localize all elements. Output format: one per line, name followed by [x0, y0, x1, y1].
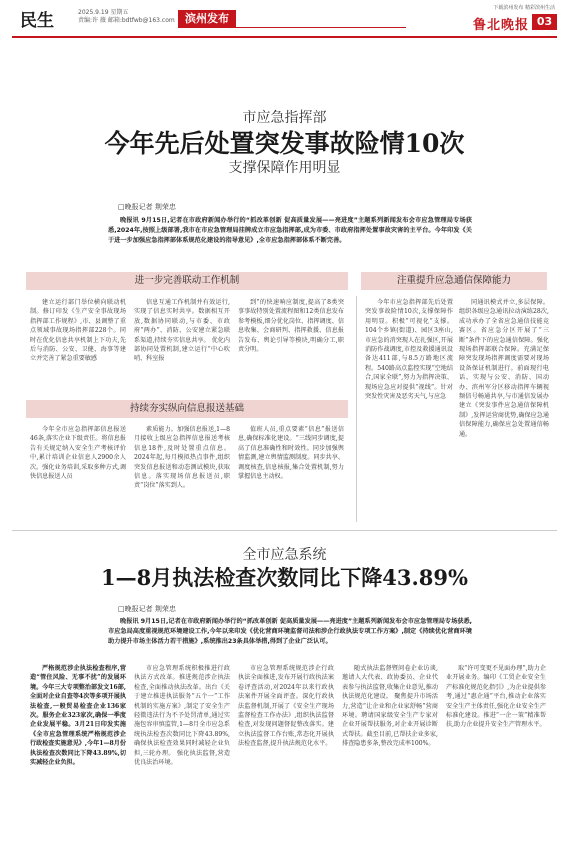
page-number: 03: [532, 14, 557, 30]
story1-column-3: 到”的快速响应制度,提高了8类突事事故特别处置流程图和12类信息发布参考模板,细分优化岗位、指挥调度、信息收集、会商研判、指挥救援、信息报告发布、舆论引导等模块,明确分工,职责分明。: [238, 299, 344, 354]
story1-column-5: 素质能力。加强信息报送,1—8月接收上级应急指挥信息报送考核信息18件,及时处置重点信息。2024年起,每月模拟热点事件,组织突发信息报送和动态测试模块,获取信息。落实现场信息报送员,职责“岗位”落实到人。: [134, 426, 230, 490]
story2-headline: 1—8月执法检查次数同比下降43.89%: [101, 565, 468, 590]
story1-column-1: 建立运行部门举位横向联动机制。修订印发《生产安全事故现场指挥部工作规程》,市、县调整了重点领域事故现场指挥部228个。同时在优化信息共享机制上下功夫,先后与消防、公安、卫健、海事等建立并完善了紧急重要敏感: [30, 299, 126, 363]
story1-column-4: 今年全市应急指挥部信息报送46条,落实企业下级责任。将信息报告有关规定纳入安全生产考核评价中,累计培训企业信息人2900余人次。强化业务培训,采取多种方式,调快信息报送人员: [30, 426, 126, 481]
issue-meta: [78, 9, 175, 25]
story1-subhead: 支撑保障作用明显: [228, 160, 341, 176]
story2-column-5: 取“许可变更不见面办理”,助力企业开展业务。编印《工贸企业安全生产标准化规范化指引》,为企业提供参考,通过“惠企通”平台,推动企业落实安全生产主体责任,强化企业安全生产标准化建设。推进“一企一策”精准帮扶,助力企业提升安全生产管理水平。: [446, 665, 546, 729]
story1-column-2: 信息互通工作机制并有效运行,实现了信息实时共享。数据相互开放,数据协同联动,与市委、市政府“两办”、消防、公安建立紧急联系渠道,持续夯实信息共享。 优化内部协同处置机制,建立运行“中心吹哨、科室报: [134, 299, 230, 363]
story2-kicker: 全市应急系统: [242, 547, 327, 563]
story-divider: [12, 530, 557, 531]
story1-kicker: 市应急指挥部: [242, 110, 327, 126]
section-bar-reporting: 持续夯实纵向信息报送基础: [26, 400, 348, 418]
newspaper-logo: 鲁北晚报: [472, 18, 529, 33]
masthead: [0, 0, 569, 62]
story1-column-8: 同通讯模式并立,多层保障。组织各级应急通讯拉动演练28次,成功承办了全省应急通信技能竞赛区。省应急分区开展了“三断”条件下的应急通信保障。强化现场指挥部联合保障。充满足保障突发现场指挥调度需要对现场设备保证机制进行。前面现行电话、实现与公安、消防、国动办、滨州军分区移动指挥车辆视频信号畅通共享,与市通信发展办建立《突发事件应急通信保障机制》,发挥运营商优势,确保应急通信保障能力,确保应急处置通信畅通。: [459, 299, 549, 438]
column-divider: [356, 296, 357, 522]
story2-column-3: 市应急管理系统规范涉企行政执法全面推进,发布开展行政执法案卷评查活动,对2024年以来行政执法案件开展全面评查。深化行政执法监督机制,开展了《安全生产现场监督检查工作办法》,组织执法监督检查,对发现问题督促整改落实。建立执法监督工作台账,常态化开展执法检查监督,提升执法规范化水平。: [238, 665, 334, 748]
column-banner: 滨州发布: [178, 10, 236, 28]
slogan: 下载滨州发布 精彩滨州生活: [493, 5, 555, 11]
story2-column-4: 随式执法监督暨问卷企业访谈,邀请人大代表、政协委员、企业代表参与执法监督,收集企业意见,推动执法规范化建设。 聚焦提升市场活力,营造“让企业和企业家舒畅”营商环境。聘请国家级安全生产专家对企业开展帮扶服务,对企业开展诊断式帮扶。截至目前,已帮扶企业多家,排查隐患多条,整改完成率100%。: [342, 665, 438, 748]
story2-column-2: 市应急管理系统积极推进行政执法方式改革。推进规范涉企执法检查,全面推动执法改革。出台《关于建立推进执法服务“五个一”工作机制的实施方案》,制定了安全生产轻微违法行为不予处罚清单,通过实施包容审慎监管,1—8月全市应急系统执法检查次数同比下降43.89%,确保执法检查效果同时减轻企业负担,三轮办理。 强化执法监督,营造优良法治环境。: [134, 665, 230, 767]
story2-lead: 晚报讯 9月15日,记者在市政府新闻办举行的“抓改革创新 促高质量发展——亮进度”主题系列新闻发布会市应急管理局专场获悉,市应急局高度重视规范环境建设工作,今年以来印发《优化营商环境监督司法和涉企行政执法专项工作方案》,制定《持续优化营商环境 助力提升市场主体活力若干措施》,系统推出23条具体举措,得到了企业广泛认可。: [108, 618, 472, 645]
story2-byline: □晚报记者 荆荣忠: [118, 605, 176, 613]
story1-lead: 晚报讯 9月15日,记者在市政府新闻办举行的“抓改革创新 促高质量发展——亮进度”主题系列新闻发布会市应急管理局专场获悉,2024年,按照上级部署,我市在市应急管理局挂牌成立市应急指挥部,成为市委、市政府指挥处置事故灾害的主平台。今年印发《关于进一步加强应急指挥部体系规范化建设的指导意见》,全市应急指挥部体系不断完善。: [108, 217, 472, 244]
section-name: 民生: [20, 11, 54, 31]
story1-column-6: 值班人员,重点要素“信息”报送信息,确保标准化建设。“三线同步调度,提高了信息准确性和时效性。同步加强舆情监测,建立舆情监测制度。同步共享、调度核查,信息核报,集合处置机制,努力掌握信息主动权。: [238, 426, 344, 481]
section-bar-communication: 注重提升应急通信保障能力: [361, 272, 547, 290]
story1-byline: □晚报记者 荆荣忠: [118, 203, 176, 211]
story1-column-7: 今年市应急指挥部先后处置突发事故险情10次,支撑保障作用明显。积极“可视化”支撑。104个乡镇(街道)、园区3座山,市应急的消突现人在扎强区,开展消防作战调度,市控及救援通讯设备达411部,与8.5万路地区流程。540路高点监控实现“空地结合,国家全联”,努力为指挥决策、现场应急应对提供“视线”。针对突发性灾害及恶劣天气,与应急: [365, 299, 453, 401]
date-line: 2025.9.19 星期五: [78, 9, 129, 16]
masthead-rule: [12, 36, 557, 38]
section-bar-linkage: 进一步完善联动工作机制: [26, 272, 348, 290]
editor-line: 责编:许 薇 邮箱:bdtfwb@163.com: [78, 17, 175, 24]
story2-column-1: 严格规范涉企执法检查程序,营造“管住风险、无事不扰”的发展环境。今年三大专项整治部发文16部,全面对企业自查等4次等多项开展执法检查,一般贸易检查企业136家次。服务企业323家次,确保一季度企业发展平稳。3月21日印发实施《全市应急管理系统严格规范涉企行政检查实施意见》,今年1—8月份执法检查次数同比下降43.89%,切实减轻企业负担。: [30, 665, 126, 767]
story1-headline: 今年先后处置突发事故险情10次: [104, 129, 465, 158]
banner-rule: [236, 27, 406, 28]
